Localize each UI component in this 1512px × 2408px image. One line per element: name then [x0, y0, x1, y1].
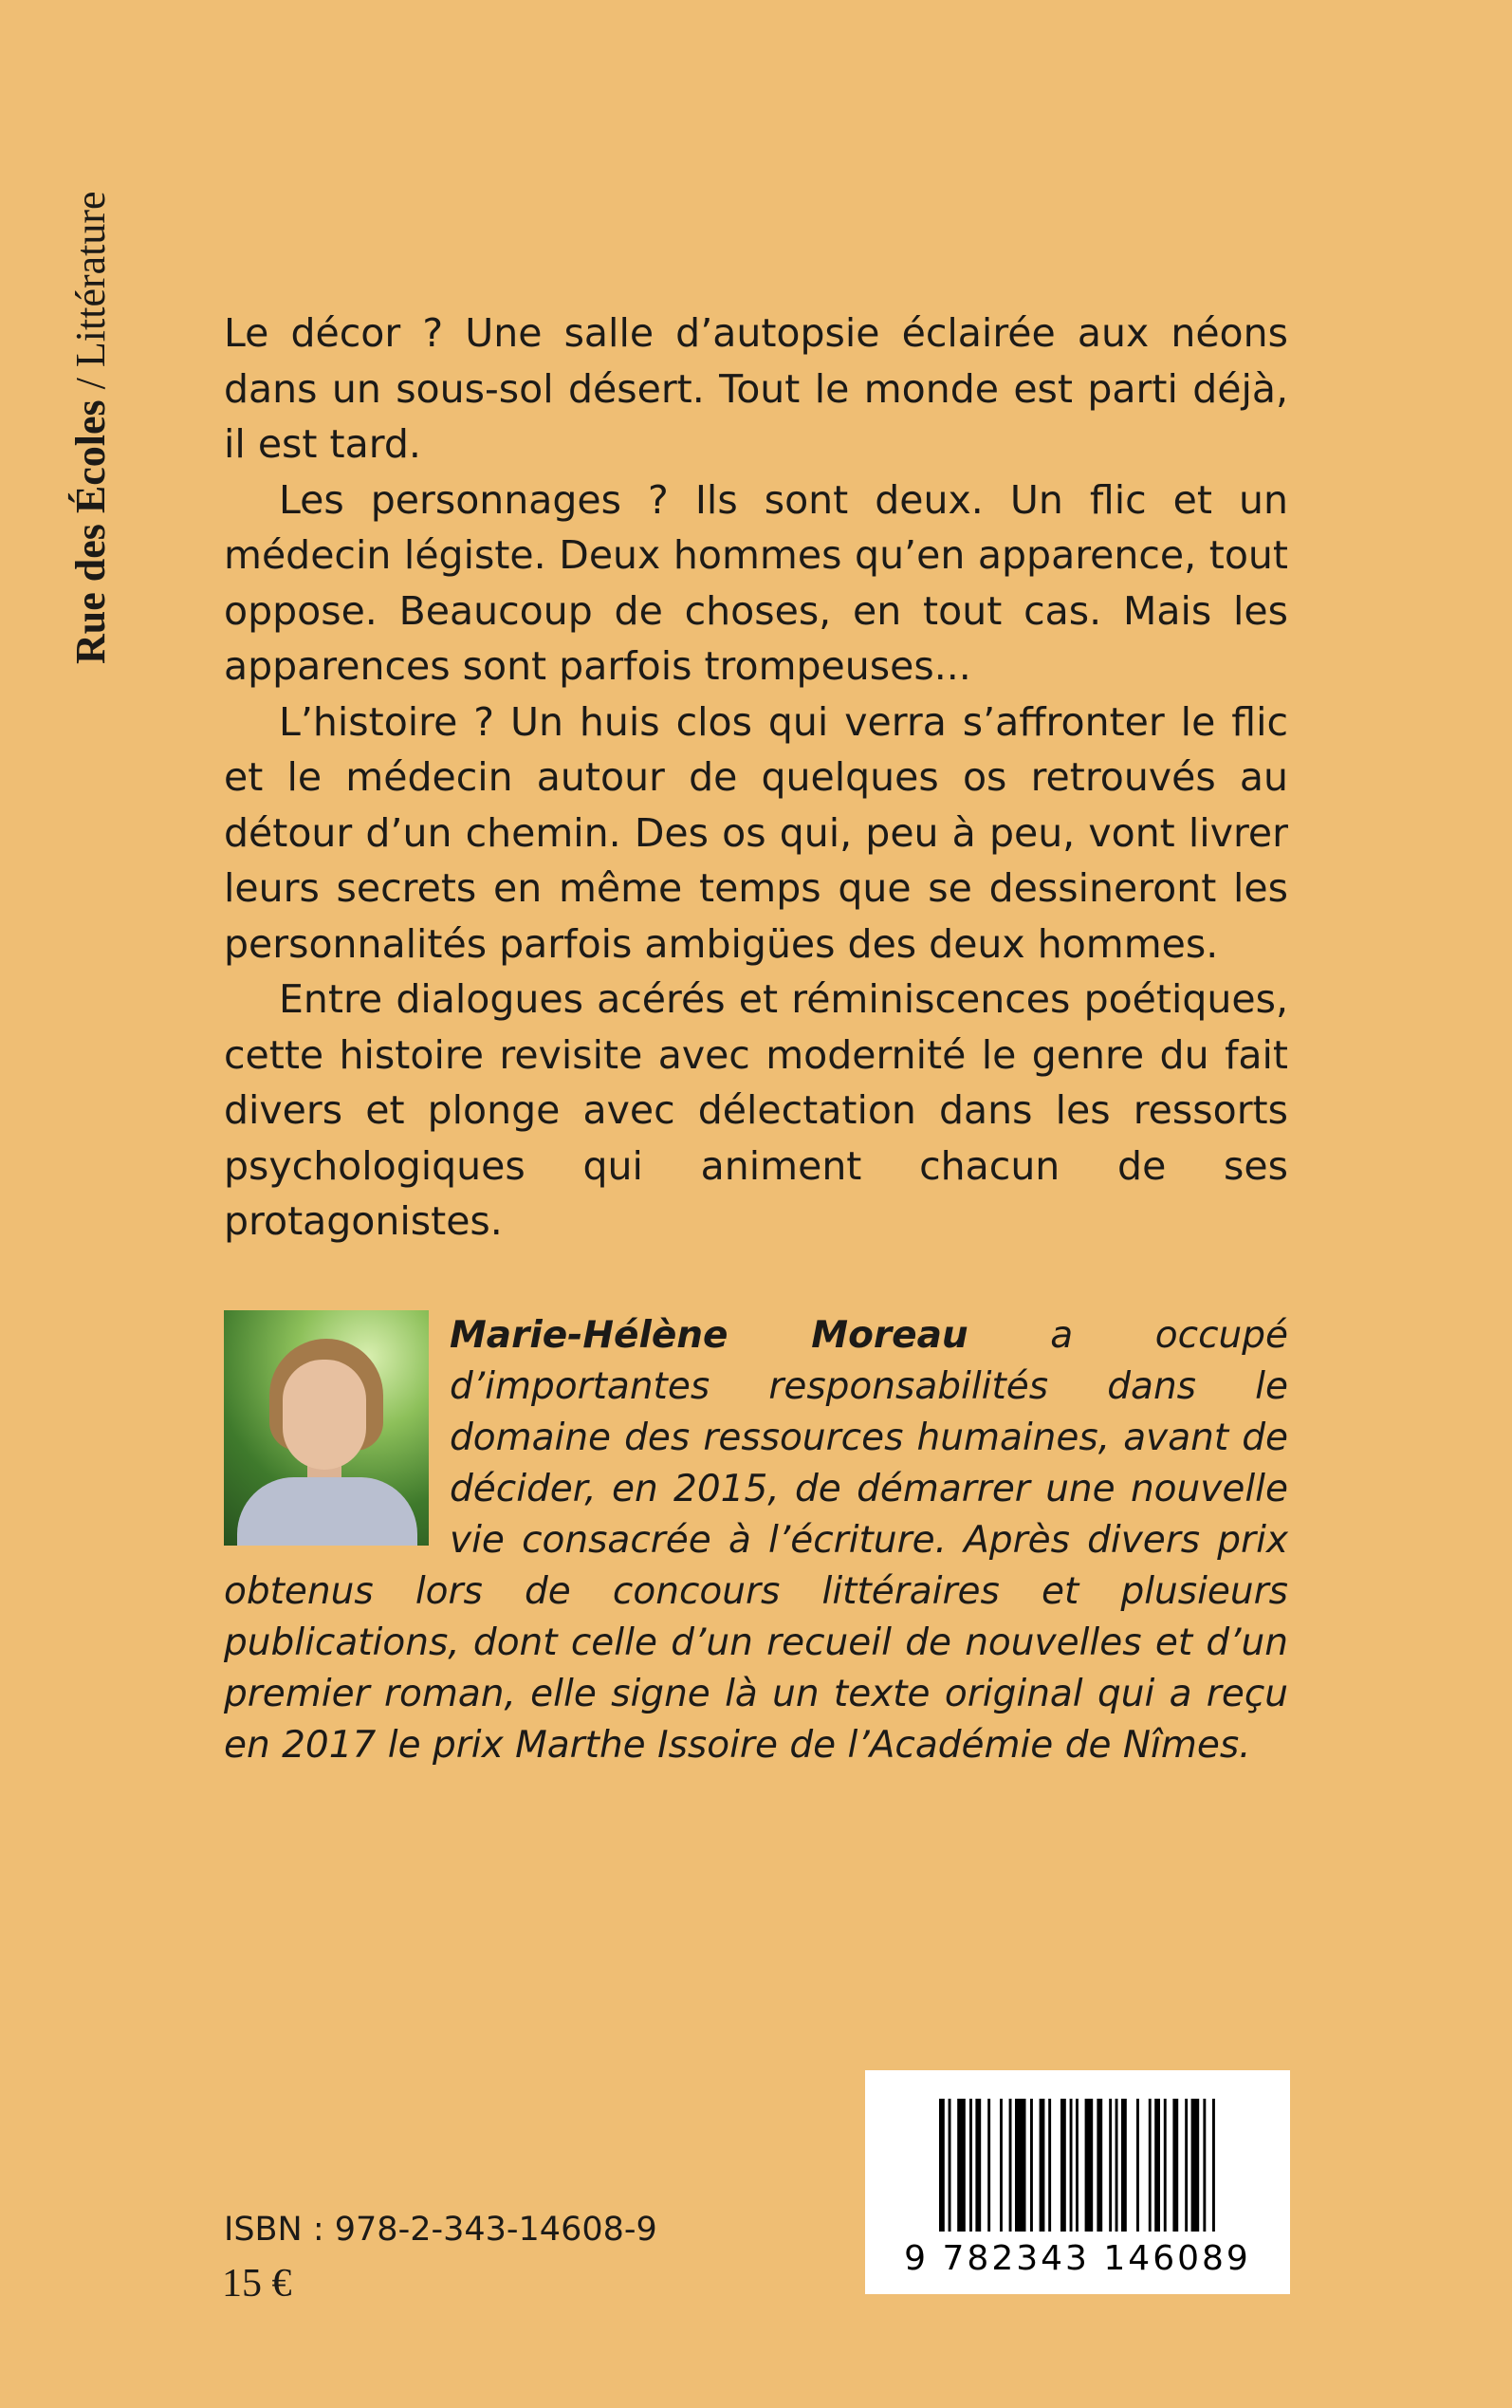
price: 15 €	[222, 2262, 292, 2306]
blurb-paragraph-decor: Le décor ? Une salle d’autopsie éclairée aux néons dans un sous-sol désert. Tout le monde est parti déjà, il est tard.	[224, 310, 1288, 467]
spine-title	[65, 191, 118, 664]
blurb-text	[224, 306, 1288, 1250]
blurb-paragraph-summary: Entre dialogues acérés et réminiscences poétiques, cette histoire revisite avec modernité le genre du fait divers et plonge avec délectation dans les ressorts psychologiques qui animent chacun de ses protagonistes.	[224, 976, 1288, 1244]
barcode	[865, 2070, 1290, 2294]
spine-separator: /	[67, 367, 114, 400]
isbn: ISBN : 978-2-343-14608-9	[224, 2211, 657, 2249]
collection-name: Littérature	[67, 191, 114, 368]
series-name: Rue des Écoles	[67, 399, 114, 664]
author-name: Marie-Hélène Moreau	[450, 1314, 968, 1357]
blurb-paragraph-characters: Les personnages ? Ils sont deux. Un flic et un médecin légiste. Deux hommes qu’en apparence, tout oppose. Beaucoup de choses, en tout cas. Mais les apparences sont parfois trompeuses...	[224, 476, 1288, 689]
author-bio	[224, 1310, 1288, 1771]
author-bio-text: a occupé d’importantes responsabilités dans le domaine des ressources humaines, avant de décider, en 2015, de démarrer une nouvelle vie consacrée à l’écriture. Après divers prix obtenus lors de concours littéraires et plusieurs publications, dont celle d’un recueil de nouvelles et d’un premier roman, elle signe là un texte original qui a reçu en 2017 le prix Marthe Issoire de l’Académie de Nîmes.	[224, 1314, 1288, 1767]
author-photo	[224, 1310, 429, 1546]
barcode-digits: 9 782343 146089	[904, 2239, 1251, 2278]
blurb-paragraph-story: L’histoire ? Un huis clos qui verra s’affronter le flic et le médecin autour de quelques os retrouvés au détour d’un chemin. Des os qui, peu à peu, vont livrer leurs secrets en même temps que se dessineront les personnalités parfois ambigües des deux hommes.	[224, 698, 1288, 967]
